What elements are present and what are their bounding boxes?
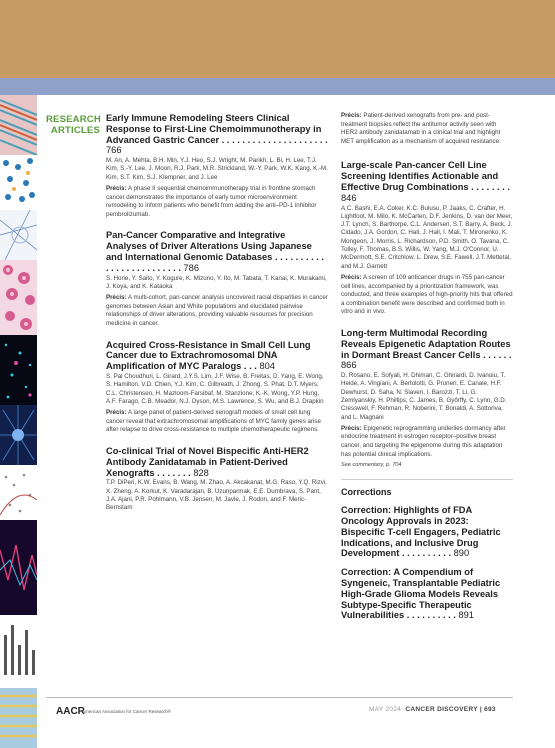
thumbnail-image-8[interactable] <box>0 520 37 615</box>
precis-text: Patient-derived xenografts from pre- and post-treatment biopsies reflect the antitumor activity seen with HER2 antibody zanidatamab in a clinical trial and highlight MET amplification as a mechanism of acquired resistance. <box>341 112 501 145</box>
article-title-link[interactable] <box>106 340 328 372</box>
section-label <box>46 114 100 136</box>
dot-leader: . . . <box>241 361 260 372</box>
dot-leader: . . . . . . . . . . . . . . . . . . . . . <box>219 134 328 145</box>
article-title-link[interactable] <box>106 113 328 156</box>
precis-summary <box>106 294 328 328</box>
corrections-divider <box>341 479 513 480</box>
precis-summary <box>341 112 513 146</box>
article-title: Acquired Cross-Resistance in Small Cell Lung Cancer due to Extrachromosomal DNA Amplification of MYC Paralogs <box>106 339 311 372</box>
author-list: S. Pal Choudhuri, L. Girard, J.Y.S. Lim, J.F. Wise, B. Freitas, D. Yang, E. Wong, S. Hamilton, V.D. Chien, Y.J. Kim, C. Gilbreath, J. Zhong, S. Phat, D.T. Myers, C.L. Christensen, H. Mazloom-Farsibaf, M. Stanzione, K.-K. Wong, Y.P. Hung, A.F. Farago, C.B. Meador, N.J. Dyson, M.S. Lawrence, S. Wu, and B.J. Drapkin <box>106 373 324 405</box>
precis-label: Précis: <box>106 294 127 302</box>
precis-text: A phase II sequential chemoimmunotherapy trial in frontline stomach cancer demonstrates the importance of early tumor microenvironment remodeling to inform patients who benefit from adding the anti–PD-1 inhibitor pembrolizumab. <box>106 185 317 218</box>
precis-continued <box>341 112 513 146</box>
author-list: D. Rosano, E. Sofyali, H. Dhiman, C. Ghirardi, D. Ivanoiu, T. Heide, A. Vingiani, A. Bertolotti, G. Pruneri, E. Canale, H.F. Dewhurst, D. Saha, N. Slaven, I. Barozzi, T. Li, G. Zemlyanskiy, H. Phillips, C. James, B. Győrffy, C. Lynn, G.D. Cresswell, F. Rehman, R. Noberini, T. Bonaldi, A. Sottoriva, and L. Magnani <box>341 372 507 421</box>
top-color-band <box>0 0 555 78</box>
page-number: 828 <box>193 467 209 478</box>
dot-leader: . . . . . . . . . . <box>399 548 454 559</box>
correction-title-link[interactable] <box>341 505 513 559</box>
aacr-logo[interactable]: AACR <box>56 706 85 717</box>
thumbnail-image-7[interactable] <box>0 465 37 520</box>
precis-summary <box>341 425 513 459</box>
thumbnail-image-5[interactable] <box>0 335 37 405</box>
article-title-link[interactable] <box>106 230 328 273</box>
article-title: Early Immune Remodeling Steers Clinical Response to First-Line Chemoimmunotherapy in Advanced Gastric Cancer <box>106 113 322 145</box>
corrections-heading: Corrections <box>341 487 392 498</box>
precis-text: A large panel of patient-derived xenograft models of small cell lung cancer reveal that extrachromosomal amplifications of MYC family genes arise after relapse to drive cross-resistance to multiple chemotherapeutic regimens. <box>106 409 321 434</box>
precis-text: Epigenetic reprogramming underlies dormancy after endocrine treatment in estrogen receptor–positive breast cancer, and targeting the epigenome during this adaptation has potential clinical implications. <box>341 424 506 458</box>
page-number: 866 <box>341 360 357 371</box>
correction-title: Correction: A Compendium of Syngeneic, Transplantable Pediatric High-Grade Glioma Models Reveals Subtype-Specific Therapeutic Vulnerabilities <box>341 567 501 621</box>
folio-page-number: 693 <box>484 706 496 713</box>
footer-divider <box>46 697 513 698</box>
precis-summary <box>106 185 328 219</box>
precis-label: Précis: <box>106 409 127 417</box>
toc-column-left <box>106 113 328 524</box>
thumbnail-image-1[interactable] <box>0 95 37 155</box>
dot-leader: . . . . . . . . . . . . . . . . . . . . . . . . . <box>106 252 325 273</box>
dot-leader: . . . . . . . . . . <box>404 610 459 621</box>
thumbnail-image-4[interactable] <box>0 260 37 335</box>
thumbnail-image-6[interactable] <box>0 405 37 465</box>
correction-entry-891 <box>341 567 513 621</box>
dot-leader: . . . . . . . . <box>468 181 510 192</box>
page-footer <box>369 706 496 713</box>
article-title-link[interactable] <box>341 160 513 203</box>
article-title-link[interactable] <box>341 328 513 371</box>
precis-label: Précis: <box>341 112 362 119</box>
page-number: 804 <box>259 361 275 372</box>
page-number: 766 <box>106 145 122 156</box>
toc-entry-866 <box>341 328 513 468</box>
dot-leader: . . . . . . <box>480 349 512 360</box>
aacr-logo-subtitle: American Association for Cancer Research® <box>82 709 172 714</box>
see-commentary-link[interactable]: See commentary, p. 704 <box>341 462 402 469</box>
blue-stripe <box>0 78 555 95</box>
correction-title: Correction: Highlights of FDA Oncology Approvals in 2023: Bispecific T-cell Engagers, Pediatric Indications, and Inclusive Drug Development <box>341 505 501 559</box>
toc-column-right <box>341 113 513 632</box>
section-label-line-2: ARTICLES <box>50 125 100 136</box>
footer-separator: | <box>477 706 485 713</box>
precis-label: Précis: <box>341 424 362 432</box>
toc-entry-828 <box>106 446 328 513</box>
thumbnail-image-10[interactable] <box>0 688 37 748</box>
precis-label: Précis: <box>341 273 362 281</box>
author-list: T.P. DiPeri, K.W. Evans, B. Wang, M. Zhao, A. Akcakanat, M.G. Raso, Y.Q. Rizvi, X. Zheng, A. Korkut, K. Varadarajan, B. Uzunparmak, E.E. Dumbrava, S. Pant, J.A. Ajani, P.R. Pohlmann, V.B. Jensen, M. Javle, J. Rodon, and F. Meric-Bernstam <box>106 479 327 512</box>
article-title: Large-scale Pan-cancer Cell Line Screening Identifies Actionable and Effective Drug Combinations <box>341 160 499 192</box>
correction-title-link[interactable] <box>341 567 513 621</box>
thumbnail-image-2[interactable] <box>0 155 37 210</box>
issue-date: MAY 2024 <box>369 706 402 713</box>
precis-summary <box>341 274 513 317</box>
article-title-link[interactable] <box>106 446 328 478</box>
author-list: S. Horie, Y. Saito, Y. Kogure, K. Mizuno, Y. Ito, M. Tabata, T. Kanai, K. Murakami, J. Koya, and K. Kataoka <box>106 274 327 290</box>
toc-entry-846 <box>341 160 513 317</box>
article-title: Long-term Multimodal Recording Reveals Epigenetic Adaptation Routes in Dormant Breast Cancer Cells <box>341 327 511 360</box>
precis-text: A screen of 109 anticancer drugs in 755 pan-cancer cell lines, accompanied by a prioritization framework, was conducted, and three examples of high-priority hits that offered a combination benefit were described and confirmed both in vitro and in vivo. <box>341 273 513 316</box>
toc-entry-804 <box>106 340 328 435</box>
author-list: M. An, A. Mehta, B.H. Min, Y.J. Heo, S.J. Wright, M. Parikh, L. Bi, H. Lee, T.J. Kim, S.-Y. Lee, J. Moon, R.J. Park, M.R. Strickland, W.-Y. Park, W.K. Kang, K.-M. Kim, S.T. Kim, S.J. Klempner, and J. Lee <box>106 157 328 181</box>
precis-label: Précis: <box>106 185 127 193</box>
author-list: A.C. Bashi, E.A. Coker, K.C. Bulusu, P. Jaaks, C. Crafter, H. Lightfoot, M. Milo, K. McCarten, D.F. Jenkins, D. van der Meer, J.T. Lynch, S. Barthorpe, C.L. Andersen, S.T. Barry, A. Beck, J. Cidado, J.A. Gordon, C. Hall, J. Hall, I. Mali, T. Mironenko, K. Mongeon, J. Morris, L. Richardson, P.D. Smith, O. Tavana, C. Tolley, F. Thomas, B.S. Willis, W. Yang, M.J. O'Connor, U. McDermott, S.E. Critchlow, L. Drew, S.E. Fawell, J.T. Mettetal, and M.J. Garnett <box>341 204 513 270</box>
dot-leader: . . . . . . . <box>154 467 194 478</box>
thumbnail-image-3[interactable] <box>0 210 37 260</box>
thumbnail-image-9[interactable] <box>0 615 37 688</box>
toc-entry-786 <box>106 230 328 328</box>
article-title: Co-clinical Trial of Novel Bispecific Anti-HER2 Antibody Zanidatamab in Patient-Derived Xenografts <box>106 445 309 478</box>
page-number: 891 <box>458 610 474 621</box>
section-label-line-1: RESEARCH <box>46 114 101 125</box>
precis-summary <box>106 409 328 435</box>
correction-entry-890 <box>341 505 513 559</box>
precis-text: A multi-cohort, pan-cancer analysis uncovered racial disparities in cancer genomes between Asian and White populations and elucidated pairwise relationships of driver alterations, providing valuable resources for precision medicine in cancer. <box>106 294 328 328</box>
page-number: 846 <box>341 192 357 203</box>
page-number: 890 <box>453 548 470 559</box>
journal-name: CANCER DISCOVERY <box>405 706 478 713</box>
page-number: 786 <box>183 262 200 273</box>
cover-thumbnail-strip <box>0 95 37 748</box>
toc-entry-766 <box>106 113 328 219</box>
article-title: Pan-Cancer Comparative and Integrative Analyses of Driver Alterations Using Japanese and International Genomic Databases <box>106 230 312 263</box>
